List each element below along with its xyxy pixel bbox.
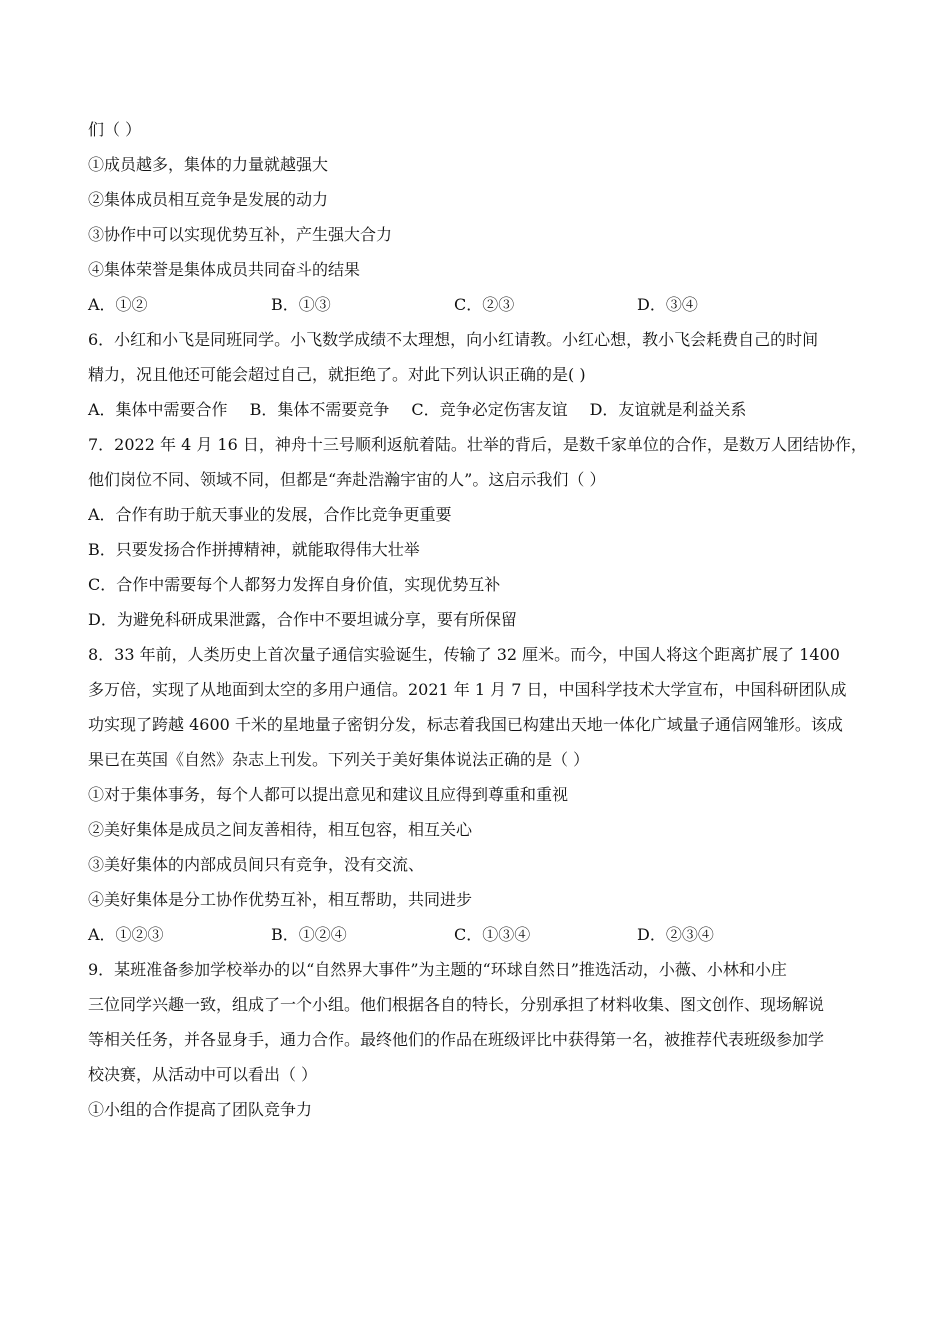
option-b: B．①②④ [271,925,347,944]
statement-item: ④美好集体是分工协作优势互补，相互帮助，共同进步 [88,890,473,909]
option-d: D．友谊就是利益关系 [589,400,747,419]
question-stem-line: 6．小红和小飞是同班同学。小飞数学成绩不太理想，向小红请教。小红心想，教小飞会耗费自己的时间 [88,330,819,349]
answer-options [88,917,878,952]
option-d: D．③④ [637,295,698,314]
statement-item: ①小组的合作提高了团队竞争力 [88,1100,313,1119]
option-d: D．②③④ [637,925,714,944]
option-c: C．②③ [454,295,515,314]
answer-options [88,287,878,322]
statement-item: ③美好集体的内部成员间只有竞争，没有交流、 [88,855,425,874]
option-b: B．只要发扬合作拼搏精神，就能取得伟大壮举 [88,540,420,559]
question-stem-line: 功实现了跨越 4600 千米的星地量子密钥分发，标志着我国已构建出天地一体化广域量子通信网雏形。该成 [88,715,843,734]
option-a: A．①②③ [88,925,164,944]
statement-item: ①对于集体事务，每个人都可以提出意见和建议且应得到尊重和重视 [88,785,569,804]
question-7 [88,427,878,637]
question-6 [88,322,878,427]
statement-item: ②美好集体是成员之间友善相待，相互包容，相互关心 [88,820,473,839]
option-c: C．合作中需要每个人都努力发挥自身价值，实现优势互补 [88,575,501,594]
question-stem-line: 们（ ） [88,120,142,139]
statement-item: ③协作中可以实现优势互补，产生强大合力 [88,225,393,244]
option-b: B．集体不需要竞争 [249,400,390,419]
question-stem-line: 等相关任务，并各显身手，通力合作。最终他们的作品在班级评比中获得第一名，被推荐代表班级参加学 [88,1030,825,1049]
statement-item: ②集体成员相互竞争是发展的动力 [88,190,329,209]
option-c: C．竞争必定伤害友谊 [411,400,568,419]
option-b: B．①③ [271,295,331,314]
option-c: C．①③④ [454,925,531,944]
question-9 [88,952,878,1127]
statement-item: ④集体荣誉是集体成员共同奋斗的结果 [88,260,361,279]
question-stem-line: 他们岗位不同、领域不同，但都是“奔赴浩瀚宇宙的人”。这启示我们（ ） [88,470,606,489]
statement-item: ①成员越多，集体的力量就越强大 [88,155,329,174]
option-d: D．为避免科研成果泄露，合作中不要坦诚分享，要有所保留 [88,610,517,629]
question-stem-line: 精力，况且他还可能会超过自己，就拒绝了。对此下列认识正确的是( ) [88,365,586,384]
exam-page [88,112,878,1127]
question-stem-line: 多万倍，实现了从地面到太空的多用户通信。2021 年 1 月 7 日，中国科学技术大学宣布，中国科研团队成 [88,680,847,699]
question-stem-line: 三位同学兴趣一致，组成了一个小组。他们根据各自的特长，分别承担了材料收集、图文创作、现场解说 [88,995,825,1014]
option-a: A．合作有助于航天事业的发展，合作比竞争更重要 [88,505,452,524]
question-stem-line: 校决赛，从活动中可以看出（ ） [88,1065,318,1084]
option-a: A．集体中需要合作 [88,400,228,419]
question-8 [88,637,878,952]
question-stem-line: 9．某班准备参加学校举办的以“自然界大事件”为主题的“环球自然日”推选活动，小薇、小林和小庄 [88,960,787,979]
question-stem-line: 7．2022 年 4 月 16 日，神舟十三号顺利返航着陆。壮举的背后，是数千家单位的合作，是数万人团结协作， [88,435,867,454]
option-a: A．①② [88,295,148,314]
question-stem-line: 果已在英国《自然》杂志上刊发。下列关于美好集体说法正确的是（ ） [88,750,590,769]
question-5 [88,112,878,322]
question-stem-line: 8．33 年前，人类历史上首次量子通信实验诞生，传输了 32 厘米。而今，中国人将这个距离扩展了 1400 [88,645,840,664]
answer-options [88,392,878,427]
